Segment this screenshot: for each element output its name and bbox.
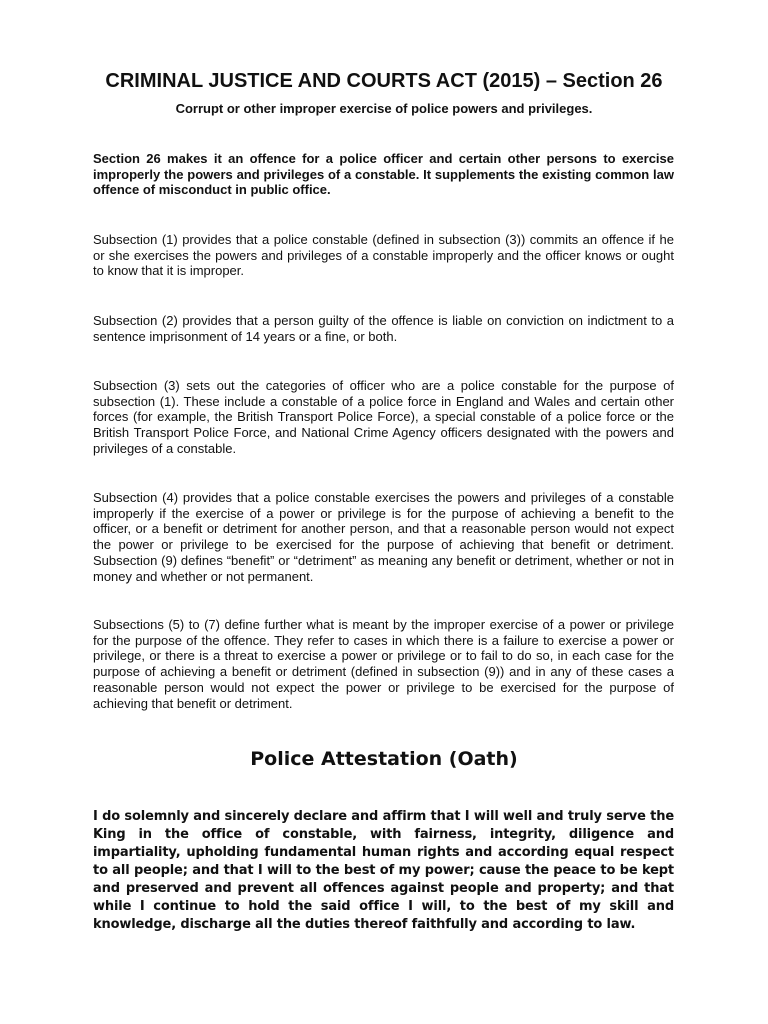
subsection-1-paragraph: Subsection (1) provides that a police constable (defined in subsection (3)) commits an offence if he or she exercises the powers and privileges of a constable improperly and the officer knows or ought to know that it is improper.	[93, 232, 674, 279]
intro-paragraph: Section 26 makes it an offence for a police officer and certain other persons to exercise improperly the powers and privileges of a constable. It supplements the existing common law offence of misconduct in public office.	[93, 151, 674, 198]
document-title: CRIMINAL JUSTICE AND COURTS ACT (2015) – Section 26	[105, 70, 663, 92]
subsection-4-paragraph: Subsection (4) provides that a police constable exercises the powers and privileges of a constable improperly if the exercise of a power or privilege is for the purpose of achieving a benefit to the officer, or a benefit or detriment for another person, and that a reasonable person would not expect the power or privilege to be exercised for the purpose of achieving that benefit or detriment. Subsection (9) defines “benefit” or “detriment” as meaning any benefit or detriment, whether or not in money and whether or not permanent.	[93, 490, 674, 584]
subsection-2-paragraph: Subsection (2) provides that a person guilty of the offence is liable on conviction on indictment to a sentence imprisonment of 14 years or a fine, or both.	[93, 313, 674, 344]
document-subtitle: Corrupt or other improper exercise of police powers and privileges.	[175, 101, 593, 116]
oath-text: I do solemnly and sincerely declare and affirm that I will well and truly serve the King in the office of constable, with fairness, integrity, diligence and impartiality, upholding fundamental human rights and according equal respect to all people; and that I will to the best of my power; cause the peace to be kept and preserved and prevent all offences against people and property; and that while I continue to hold the said office I will, to the best of my skill and knowledge, discharge all the duties thereof faithfully and according to law.	[93, 809, 674, 932]
subsection-3-paragraph: Subsection (3) sets out the categories of officer who are a police constable for the purpose of subsection (1). These include a constable of a police force in England and Wales and certain other forces (for example, the British Transport Police Force), a special constable of a police force or the British Transport Police Force, and National Crime Agency officers designated with the powers and privileges of a constable.	[93, 378, 674, 456]
subsections-5-7-paragraph: Subsections (5) to (7) define further what is meant by the improper exercise of a power or privilege for the purpose of the offence. They refer to cases in which there is a failure to exercise a power or privilege, or there is a threat to exercise a power or privilege or to fail to do so, in each case for the purpose of achieving a benefit or detriment (defined in subsection (9)) and in any of these cases a reasonable person would not expect the power or privilege to be exercised for the purpose of achieving that benefit or detriment.	[93, 617, 674, 711]
oath-heading: Police Attestation (Oath)	[250, 748, 518, 770]
